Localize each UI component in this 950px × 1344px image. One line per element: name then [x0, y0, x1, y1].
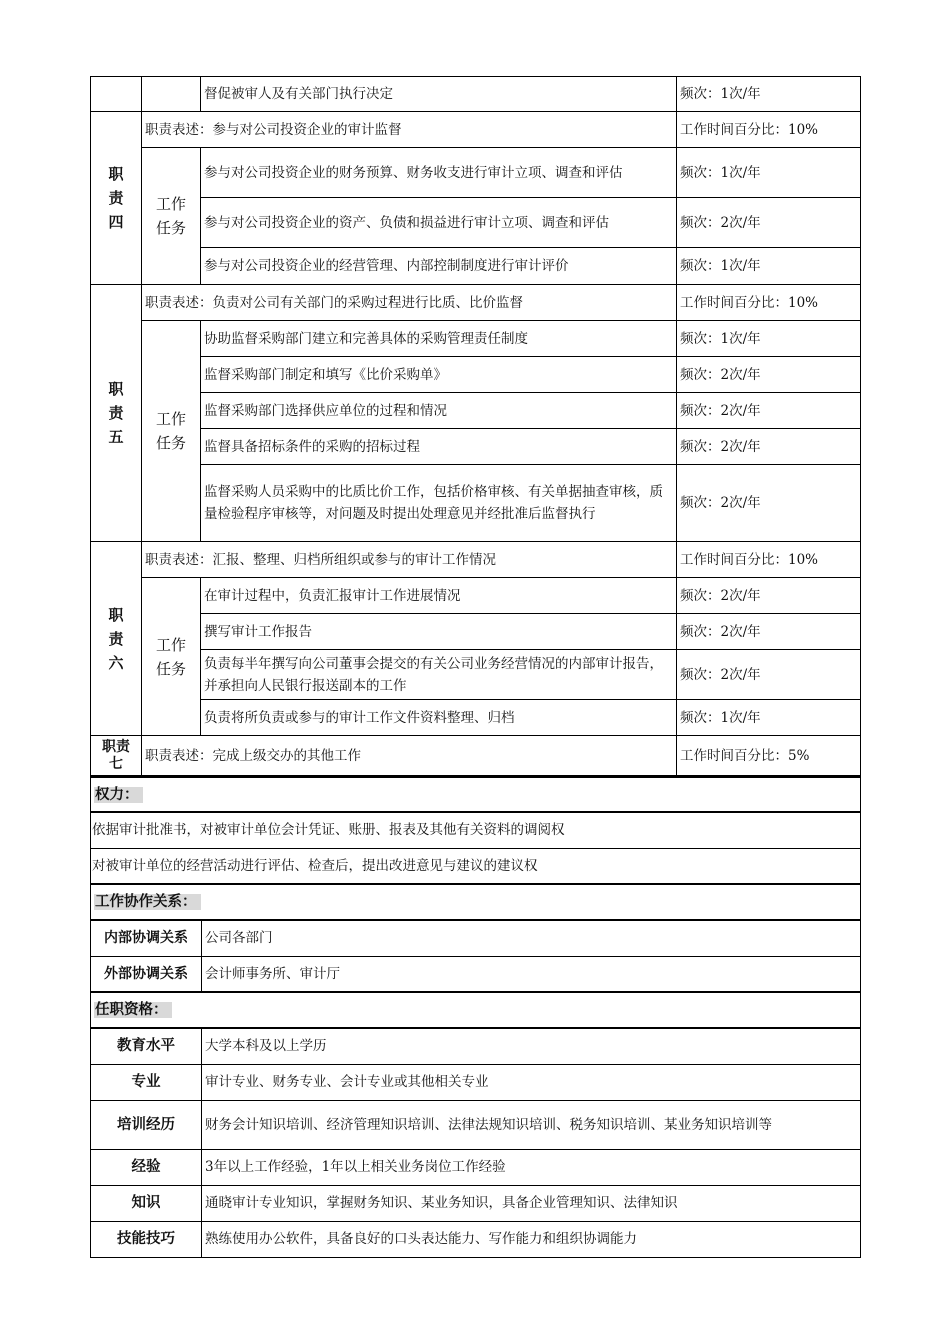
table-row — [91, 1185, 861, 1221]
table-row — [91, 542, 861, 578]
task-frequency: 频次：2次/年 — [677, 614, 861, 650]
qualification-value: 通晓审计专业知识，掌握财务知识、某业务知识，具备企业管理知识、法律知识 — [202, 1185, 861, 1221]
task-text: 监督采购部门制定和填写《比价采购单》 — [201, 357, 677, 393]
duty-7-time-percent: 工作时间百分比：5% — [677, 736, 861, 776]
task-frequency: 频次：2次/年 — [677, 465, 861, 542]
task-text: 在审计过程中，负责汇报审计工作进展情况 — [201, 578, 677, 614]
duties-table — [90, 76, 861, 776]
duty-5-label: 职 责 五 — [91, 285, 142, 542]
task-frequency: 频次：1次/年 — [677, 248, 861, 285]
table-row — [91, 1149, 861, 1185]
qualifications-section-title: 任职资格： — [91, 992, 861, 1028]
authority-item: 对被审计单位的经营活动进行评估、检查后，提出改进意见与建议的建议权 — [91, 848, 861, 884]
qualification-label: 经验 — [91, 1149, 202, 1185]
table-row — [91, 429, 861, 465]
task-frequency: 频次：1次/年 — [677, 321, 861, 357]
duty-4-time-percent: 工作时间百分比：10% — [677, 112, 861, 148]
task-frequency: 频次：2次/年 — [677, 357, 861, 393]
table-row — [91, 357, 861, 393]
task-text: 督促被审人及有关部门执行决定 — [201, 77, 677, 112]
table-row — [91, 393, 861, 429]
internal-relation-value: 公司各部门 — [202, 920, 861, 956]
table-row — [91, 285, 861, 321]
task-text: 负责将所负责或参与的审计工作文件资料整理、归档 — [201, 700, 677, 736]
qualification-value: 财务会计知识培训、经济管理知识培训、法律法规知识培训、税务知识培训、某业务知识培训等 — [202, 1100, 861, 1149]
task-text: 负责每半年撰写向公司董事会提交的有关公司业务经营情况的内部审计报告，并承担向人民银行报送副本的工作 — [201, 650, 677, 700]
duty-6-time-percent: 工作时间百分比：10% — [677, 542, 861, 578]
task-text: 参与对公司投资企业的财务预算、财务收支进行审计立项、调查和评估 — [201, 148, 677, 198]
relations-section-title: 工作协作关系： — [91, 884, 861, 920]
table-row — [91, 112, 861, 148]
task-text: 监督具备招标条件的采购的招标过程 — [201, 429, 677, 465]
qualification-label: 专业 — [91, 1064, 202, 1100]
empty-cell — [91, 77, 142, 112]
qualification-label: 技能技巧 — [91, 1221, 202, 1257]
table-row — [91, 614, 861, 650]
qualification-value: 大学本科及以上学历 — [202, 1028, 861, 1064]
task-frequency: 频次：2次/年 — [677, 393, 861, 429]
table-row — [91, 920, 861, 956]
qualification-value: 3年以上工作经验，1年以上相关业务岗位工作经验 — [202, 1149, 861, 1185]
table-row — [91, 848, 861, 884]
task-frequency: 频次：2次/年 — [677, 198, 861, 248]
duty-7-description: 职责表述：完成上级交办的其他工作 — [142, 736, 677, 776]
table-row — [91, 736, 861, 776]
task-text: 参与对公司投资企业的经营管理、内部控制制度进行审计评价 — [201, 248, 677, 285]
task-text: 监督采购部门选择供应单位的过程和情况 — [201, 393, 677, 429]
table-row — [91, 700, 861, 736]
qualification-value: 熟练使用办公软件，具备良好的口头表达能力、写作能力和组织协调能力 — [202, 1221, 861, 1257]
external-relation-label: 外部协调关系 — [91, 956, 202, 992]
table-row — [91, 650, 861, 700]
duty-7-label: 职责 七 — [91, 736, 142, 776]
qualification-value: 审计专业、财务专业、会计专业或其他相关专业 — [202, 1064, 861, 1100]
info-table — [90, 776, 861, 1258]
qualification-label: 教育水平 — [91, 1028, 202, 1064]
task-frequency: 频次：2次/年 — [677, 429, 861, 465]
authority-item: 依据审计批准书，对被审计单位会计凭证、账册、报表及其他有关资料的调阅权 — [91, 812, 861, 848]
duty-4-description: 职责表述：参与对公司投资企业的审计监督 — [142, 112, 677, 148]
table-row — [91, 1064, 861, 1100]
work-task-label: 工作 任务 — [142, 578, 201, 736]
task-text: 监督采购人员采购中的比质比价工作，包括价格审核、有关单据抽查审核，质量检验程序审核等，对问题及时提出处理意见并经批准后监督执行 — [201, 465, 677, 542]
qualification-label: 培训经历 — [91, 1100, 202, 1149]
external-relation-value: 会计师事务所、审计厅 — [202, 956, 861, 992]
table-row — [91, 992, 861, 1028]
table-row — [91, 77, 861, 112]
table-row — [91, 578, 861, 614]
table-row — [91, 1028, 861, 1064]
table-row — [91, 884, 861, 920]
table-row — [91, 465, 861, 542]
internal-relation-label: 内部协调关系 — [91, 920, 202, 956]
table-row — [91, 812, 861, 848]
task-frequency: 频次：1次/年 — [677, 77, 861, 112]
empty-cell — [142, 77, 201, 112]
table-row — [91, 148, 861, 198]
task-frequency: 频次：1次/年 — [677, 148, 861, 198]
duty-5-description: 职责表述：负责对公司有关部门的采购过程进行比质、比价监督 — [142, 285, 677, 321]
table-row — [91, 956, 861, 992]
task-text: 协助监督采购部门建立和完善具体的采购管理责任制度 — [201, 321, 677, 357]
table-row — [91, 321, 861, 357]
qualification-label: 知识 — [91, 1185, 202, 1221]
table-row — [91, 1221, 861, 1257]
authority-section-title: 权力： — [91, 777, 861, 812]
duty-4-label: 职 责 四 — [91, 112, 142, 285]
task-frequency: 频次：2次/年 — [677, 650, 861, 700]
duty-6-label: 职 责 六 — [91, 542, 142, 736]
table-row — [91, 777, 861, 812]
duty-5-time-percent: 工作时间百分比：10% — [677, 285, 861, 321]
task-text: 参与对公司投资企业的资产、负债和损益进行审计立项、调查和评估 — [201, 198, 677, 248]
job-description-sheet — [90, 76, 860, 1258]
work-task-label: 工作 任务 — [142, 321, 201, 542]
table-row — [91, 248, 861, 285]
table-row — [91, 1100, 861, 1149]
duty-6-description: 职责表述：汇报、整理、归档所组织或参与的审计工作情况 — [142, 542, 677, 578]
task-frequency: 频次：2次/年 — [677, 578, 861, 614]
task-text: 撰写审计工作报告 — [201, 614, 677, 650]
task-frequency: 频次：1次/年 — [677, 700, 861, 736]
table-row — [91, 198, 861, 248]
work-task-label: 工作 任务 — [142, 148, 201, 285]
